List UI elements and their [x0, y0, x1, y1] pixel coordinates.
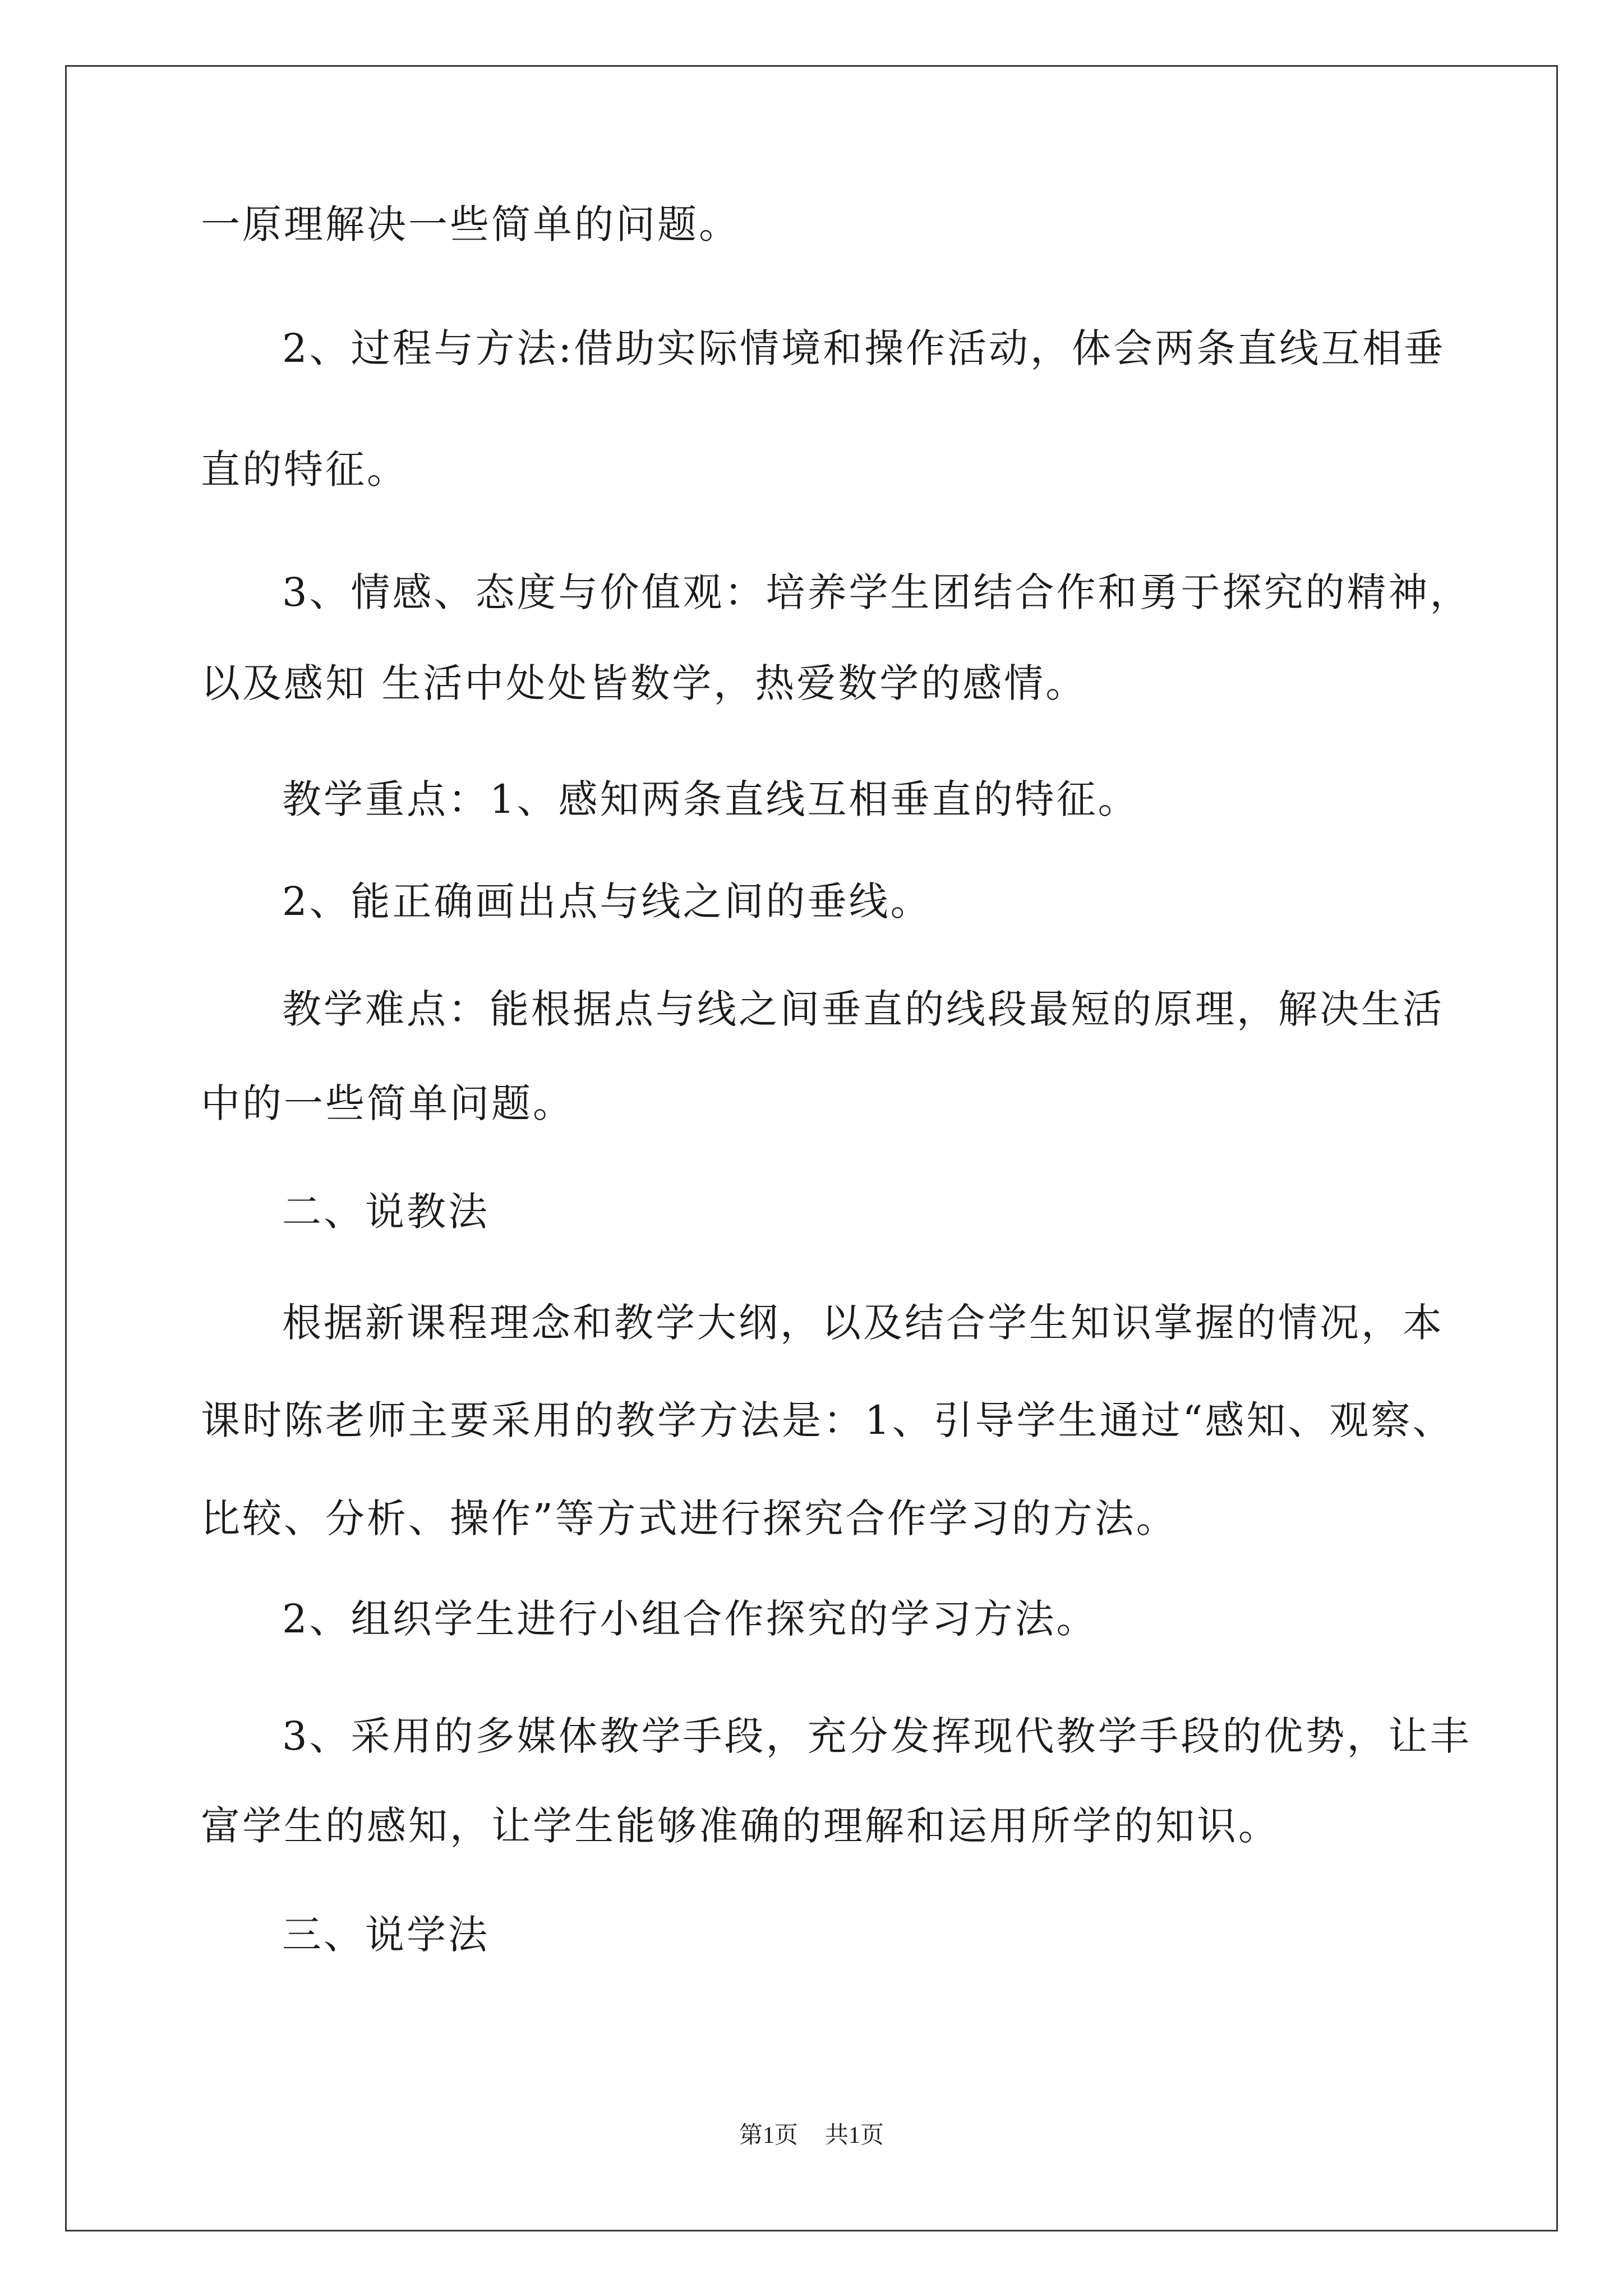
text-line: 2、组织学生进行小组合作探究的学习方法。	[282, 1596, 1098, 1642]
text-line: 3、情感、态度与价值观：培养学生团结合作和勇于探究的精神，	[282, 569, 1472, 615]
section-heading: 三、说学法	[282, 1912, 490, 1958]
text-line: 中的一些简单问题。	[201, 1080, 574, 1126]
page-total: 共1页	[825, 2123, 884, 2148]
section-heading: 二、说教法	[282, 1189, 490, 1235]
text-line: 3、采用的多媒体教学手段，充分发挥现代教学手段的优势，让丰	[282, 1713, 1472, 1759]
page-number: 第1页	[739, 2123, 798, 2148]
text-line: 2、过程与方法:借助实际情境和操作活动，体会两条直线互相垂	[282, 325, 1446, 371]
page-footer	[0, 2124, 1623, 2147]
text-line: 比较、分析、操作”等方式进行探究合作学习的方法。	[201, 1496, 1178, 1542]
text-line: 2、能正确画出点与线之间的垂线。	[282, 878, 932, 924]
text-line: 以及感知 生活中处处皆数学，热爱数学的感情。	[201, 660, 1087, 706]
text-line: 富学生的感知，让学生能够准确的理解和运用所学的知识。	[201, 1803, 1280, 1849]
text-line: 教学重点：1、感知两条直线互相垂直的特征。	[282, 776, 1140, 822]
page-border	[65, 65, 1558, 2231]
text-line: 根据新课程理念和教学大纲，以及结合学生知识掌握的情况，本	[282, 1300, 1444, 1346]
text-line: 一原理解决一些简单的问题。	[201, 201, 740, 247]
text-line: 教学难点：能根据点与线之间垂直的线段最短的原理，解决生活	[282, 986, 1444, 1032]
text-line: 课时陈老师主要采用的教学方法是：1、引导学生通过“感知、观察、	[201, 1397, 1454, 1443]
text-line: 直的特征。	[201, 447, 408, 493]
